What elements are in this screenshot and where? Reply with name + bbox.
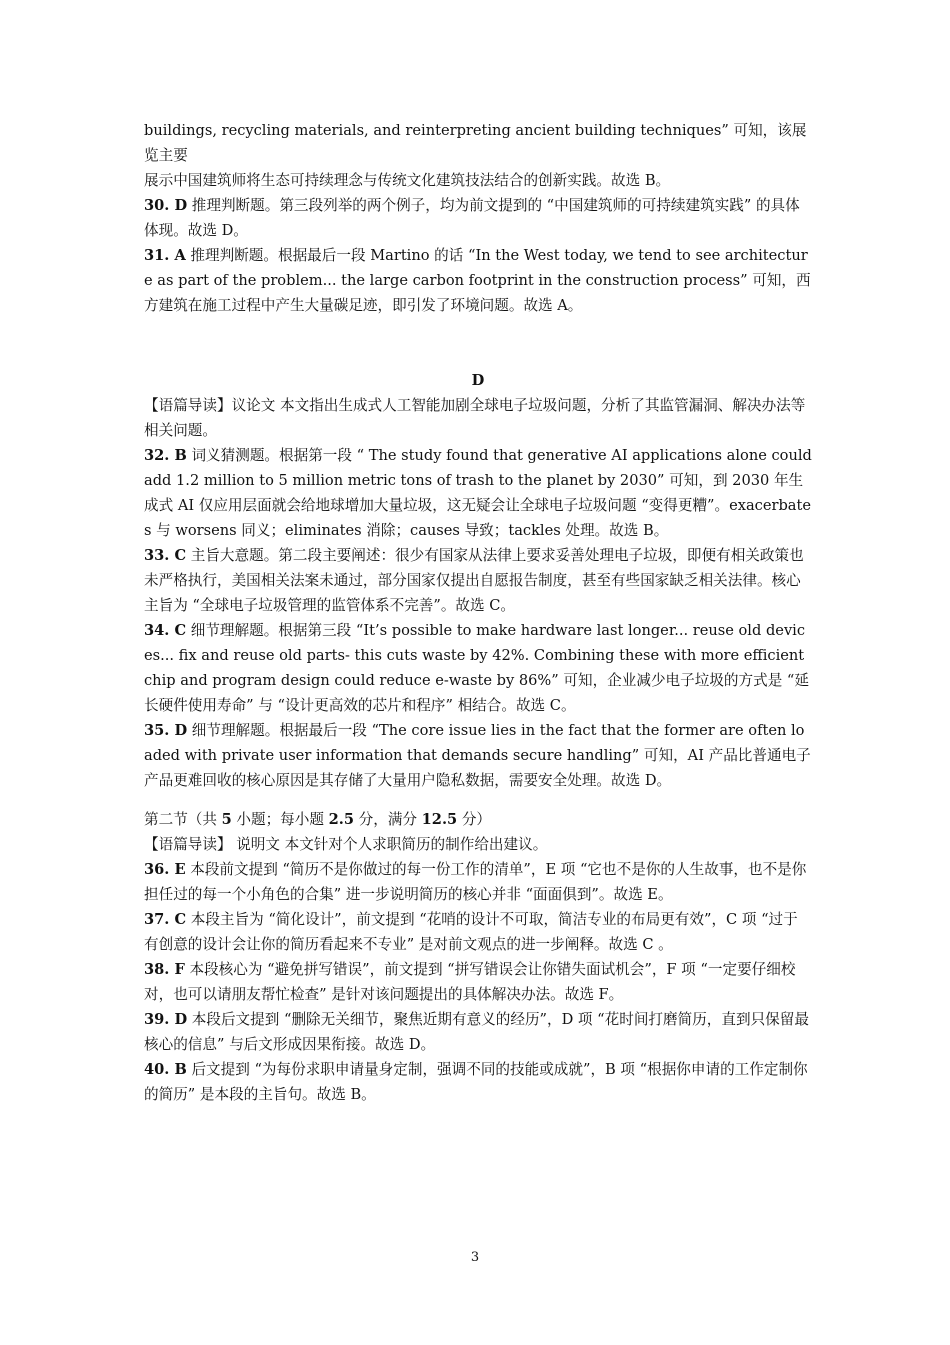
answer-number: 39. D: [144, 1011, 188, 1028]
answer-30: [144, 193, 812, 243]
answer-text: 本段核心为 “避免拼写错误”，前文提到 “拼写错误会让你错失面试机会”，F 项 “一定要仔细校对，也可以请朋友帮忙检查” 是针对该问题提出的具体解决办法。故选 F。: [144, 961, 796, 1003]
heading-total: 12.5: [421, 811, 458, 828]
spacer: [144, 318, 812, 368]
answer-text: 推理判断题。第三段列举的两个例子，均为前文提到的 “中国建筑师的可持续建筑实践” 的具体体现。故选 D。: [144, 197, 800, 239]
answer-38: [144, 957, 812, 1007]
answer-31: [144, 243, 812, 318]
answer-37: [144, 907, 812, 957]
heading-text: 分）: [457, 811, 492, 828]
answer-40: [144, 1057, 812, 1107]
answer-text: 本段主旨为 “简化设计”，前文提到 “花哨的设计不可取，简洁专业的布局更有效”，C 项 “过于有创意的设计会让你的简历看起来不专业” 是对前文观点的进一步阐释。故选 C 。: [144, 911, 798, 953]
answer-text: 后文提到 “为每份求职申请量身定制，强调不同的技能或成就”，B 项 “根据你申请的工作定制你的简历” 是本段的主旨句。故选 B。: [144, 1061, 808, 1103]
answer-33: [144, 543, 812, 618]
answer-text: 细节理解题。根据最后一段 “The core issue lies in the fact that the former are often loaded with private user information that demands secure handling” 可知，AI 产品比普通电子产品更难回收的核心原因是其存储了大量用户隐私数据，需要安全处理。故选 D。: [144, 722, 811, 789]
answer-text: 本段后文提到 “删除无关细节，聚焦近期有意义的经历”，D 项 “花时间打磨简历，直到只保留最核心的信息” 与后文形成因果衔接。故选 D。: [144, 1011, 809, 1053]
answer-text: 主旨大意题。第二段主要阐述：很少有国家从法律上要求妥善处理电子垃圾，即便有相关政策也未严格执行，美国相关法案未通过，部分国家仅提出自愿报告制度，甚至有些国家缺乏相关法律。核心主旨为 “全球电子垃圾管理的监管体系不完善”。故选 C。: [144, 547, 804, 614]
page-content: [144, 118, 812, 1107]
answer-number: 36. E: [144, 861, 186, 878]
section-two-heading: [144, 807, 812, 832]
answer-35: [144, 718, 812, 793]
answer-34: [144, 618, 812, 718]
heading-text: 分，满分: [354, 811, 422, 828]
text-line: buildings, recycling materials, and reinterpreting ancient building techniques” 可知，该展览主要: [144, 122, 807, 164]
answer-number: 31. A: [144, 247, 186, 264]
heading-count: 5: [221, 811, 232, 828]
answer-text: 本段前文提到 “简历不是你做过的每一份工作的清单”，E 项 “它也不是你的人生故事，也不是你担任过的每一个小角色的合集” 进一步说明简历的核心并非 “面面俱到”。故选 E。: [144, 861, 807, 903]
passage-intro: 【语篇导读】 说明文 本文针对个人求职简历的制作给出建议。: [144, 836, 548, 853]
answer-number: 35. D: [144, 722, 188, 739]
answer-32: [144, 443, 812, 543]
answer-number: 34. C: [144, 622, 187, 639]
answer-number: 32. B: [144, 447, 187, 464]
page-number: 3: [470, 1250, 480, 1265]
answer-number: 38. F: [144, 961, 185, 978]
answer-39: [144, 1007, 812, 1057]
answer-number: 37. C: [144, 911, 187, 928]
spacer: [144, 793, 812, 807]
heading-text: 小题；每小题: [231, 811, 329, 828]
answer-text: 细节理解题。根据第三段 “It’s possible to make hardware last longer... reuse old devices... fix and reuse old parts- this cuts waste by 42%. Combining these with more efficient chip and program design could reduce e-waste by 86%” 可知，企业减少电子垃圾的方式是 “延长硬件使用寿命” 与 “设计更高效的芯片和程序” 相结合。故选 C。: [144, 622, 809, 714]
heading-text: 第二节（共: [144, 811, 222, 828]
heading-score: 2.5: [328, 811, 354, 828]
answer-number: 33. C: [144, 547, 187, 564]
text-line: 展示中国建筑师将生态可持续理念与传统文化建筑技法结合的创新实践。故选 B。: [144, 172, 671, 189]
answer-text: 词义猜测题。根据第一段 “ The study found that generative AI applications alone could add 1.2 million to 5 million metric tons of trash to the planet by 2030” 可知，到 2030 年生成式 AI 仅应用层面就会给地球增加大量垃圾，这无疑会让全球电子垃圾问题 “变得更糟”。exacerbates 与 worsens 同义；eliminates 消除；causes 导致；tackles 处理。故选 B。: [144, 447, 812, 539]
answer-number: 30. D: [144, 197, 188, 214]
passage-intro: 【语篇导读】议论文 本文指出生成式人工智能加剧全球电子垃圾问题，分析了其监管漏洞、解决办法等相关问题。: [144, 397, 806, 439]
answer-36: [144, 857, 812, 907]
answer-text: 推理判断题。根据最后一段 Martino 的话 “In the West today, we tend to see architecture as part of the problem... the large carbon footprint in the construction process” 可知，西方建筑在施工过程中产生大量碳足迹，即引发了环境问题。故选 A。: [144, 247, 811, 314]
section-heading-d: D: [471, 372, 485, 389]
answer-number: 40. B: [144, 1061, 187, 1078]
